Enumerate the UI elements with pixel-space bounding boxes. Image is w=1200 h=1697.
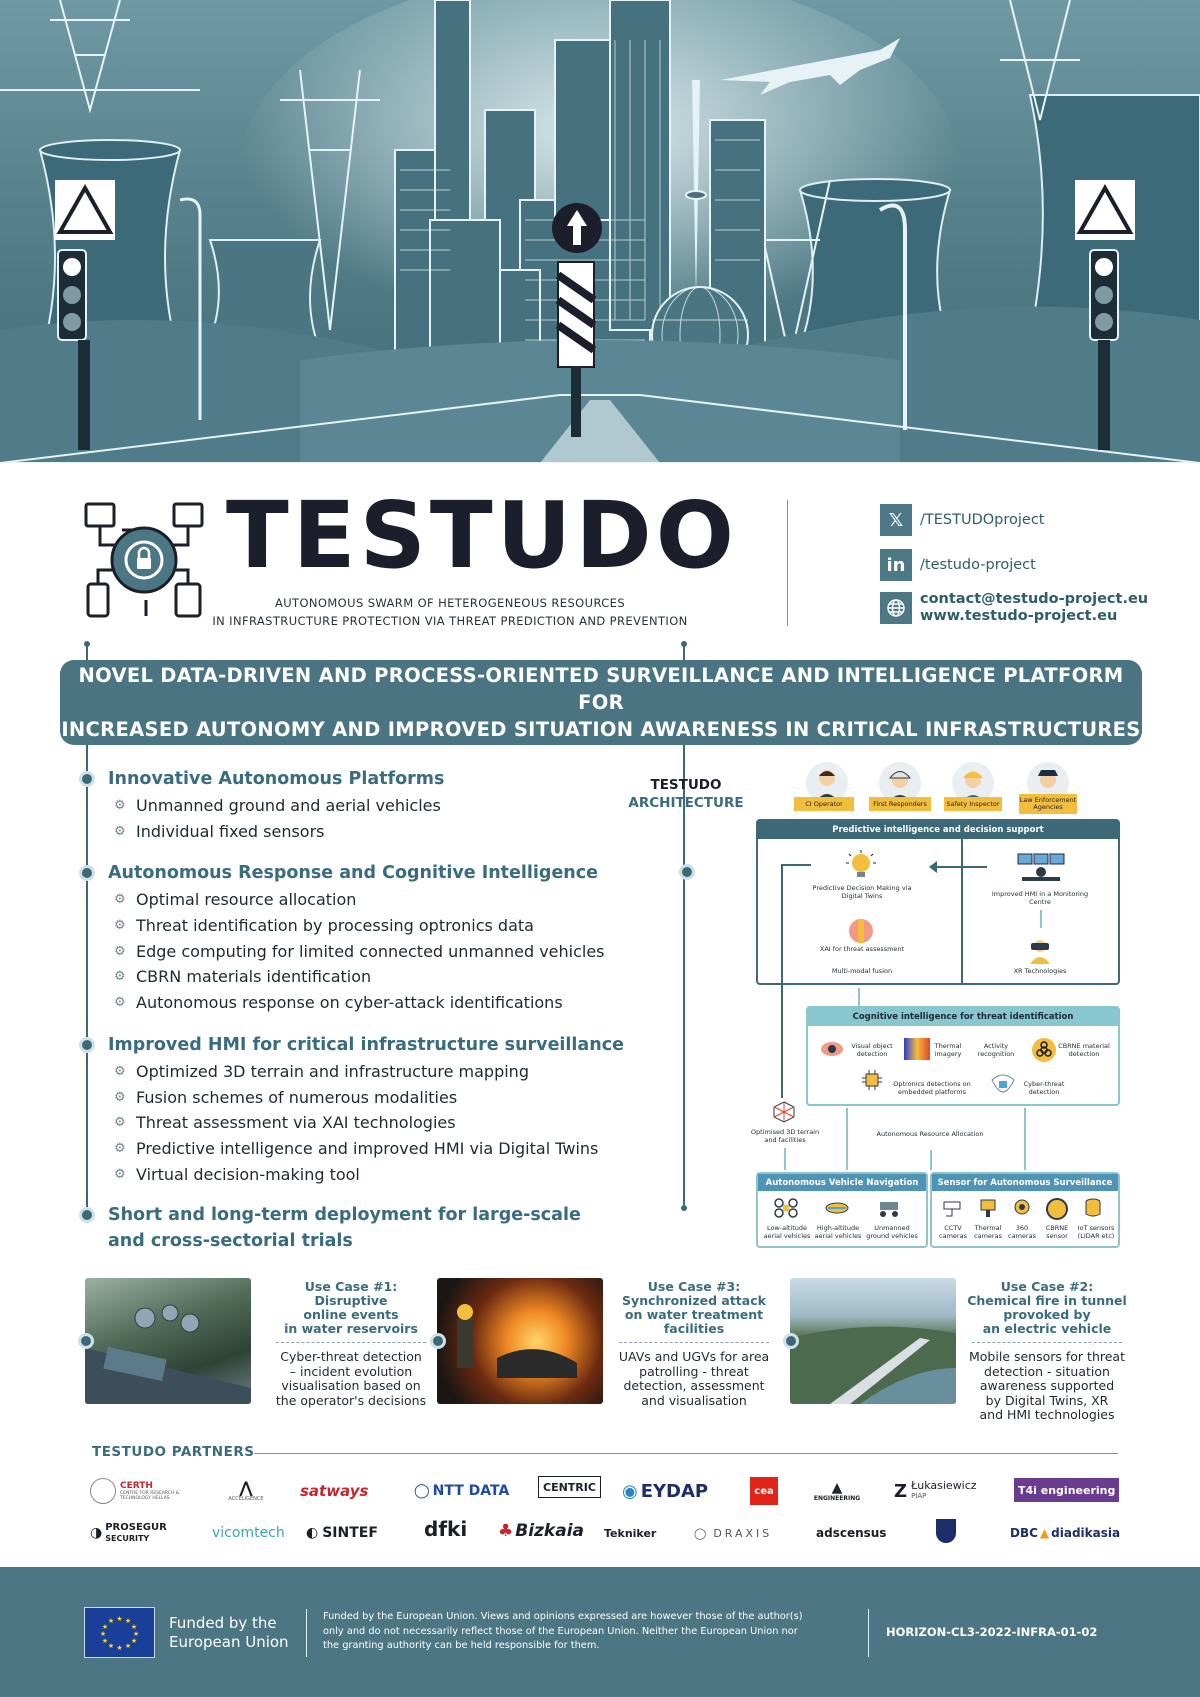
sensor-item: CCTV cameras [939,1224,967,1240]
header-divider [787,500,788,626]
arrow-head-icon [929,861,937,873]
cognitive-item: Optronics detections on embedded platforms [893,1080,971,1096]
vehicle-fire-photo [437,1278,603,1404]
section-node [79,771,95,787]
cctv-icon [942,1198,966,1218]
brain-icon [846,916,876,946]
engineering-triangle-icon: ▲ [831,1479,843,1496]
partner-logo-acceligence[interactable]: ⋀ ACCELIGENCE [228,1478,264,1502]
use-case-1-title: Use Case #1: Disruptive online events in water reservoirs [284,1279,418,1336]
aircraft-icon [824,1198,850,1218]
svg-text:★: ★ [124,1642,132,1650]
partner-logo-tekniker[interactable]: Tekniker [604,1526,657,1540]
shield-icon [936,1519,956,1543]
hmi-item: Improved HMI in a Monitoring Centre [991,890,1089,906]
prosegur-circle-icon: ◑ [90,1525,103,1541]
svg-text:★: ★ [130,1637,138,1645]
sensor-item: Thermal cameras [974,1224,1002,1240]
hmi-item: XR Technologies [1013,967,1067,975]
predictive-item: XAI for threat assessment [819,945,905,953]
section-node [79,1207,95,1223]
list-item: ⚙ Individual fixed sensors [114,821,325,841]
predictive-item: Multi-modal fusion [831,967,893,975]
thermal-camera-icon [978,1198,998,1218]
use-case-1-description: Cyber-threat detection – incident evolution visualisation based on the operator's decisions [275,1349,427,1408]
subtitle-line-2: IN INFRASTRUCTURE PROTECTION VIA THREAT PREDICTION AND PREVENTION [212,614,688,628]
section-title-hmi: Improved HMI for critical infrastructure surveillance [108,1035,624,1055]
partner-logo-certh[interactable]: CERTH CENTRE FOR RESEARCH & TECHNOLOGY HELLAS [90,1476,190,1506]
list-item: ⚙ Optimized 3D terrain and infrastructure mapping [114,1061,529,1081]
gear-icon: ⚙ [114,1114,126,1130]
timeline-left [86,745,88,1215]
use-case-2-title: Use Case #2: Chemical fire in tunnel provoked by an electric vehicle [967,1279,1127,1336]
ntt-circle-icon: ◯ [414,1483,430,1499]
lightbulb-icon [844,850,878,880]
x-icon[interactable]: 𝕏 [880,504,912,536]
gear-icon: ⚙ [114,1166,126,1182]
arrow-hmi-to-predictive [933,866,987,868]
partner-logo-foundation[interactable] [918,1516,974,1546]
gear-icon: ⚙ [114,1089,126,1105]
chip-icon [862,1070,882,1092]
acceligence-mark-icon: ⋀ [239,1478,253,1497]
partner-logo-prosegur[interactable]: ◑ PROSEGUR SECURITY [90,1522,167,1543]
use-case-divider [276,1342,426,1343]
timeline-end-dot [681,1205,687,1211]
footer-divider [306,1609,307,1657]
eu-flag-icon [84,1607,155,1658]
cbrne-sensor-icon [1046,1198,1068,1220]
svg-text:★: ★ [130,1623,138,1631]
certh-emblem-icon [90,1478,116,1504]
vr-headset-icon [1026,938,1054,964]
partners-title: TESTUDO PARTNERS [92,1444,255,1460]
use-case-divider [619,1342,769,1343]
arrow-mapping-to-predictive-horizontal [781,864,811,866]
use-case-3-title: Use Case #3: Synchronized attack on water treatment facilities [622,1279,766,1336]
partner-logo-centric[interactable]: CENTRIC [538,1476,601,1498]
sensor-item: 360 cameras [1008,1224,1036,1240]
arrow-up [858,988,860,1006]
architecture-title [626,776,746,812]
bizkaia-tree-icon: ♣ [498,1521,514,1541]
timeline-right [683,745,685,1205]
cognitive-item: Thermal imagery [934,1042,962,1058]
partner-logo-t4i[interactable]: T4i engineering [1014,1478,1119,1502]
section-title-deployment-1: Short and long-term deployment for large-scale [108,1205,581,1225]
svg-text:★: ★ [107,1617,115,1625]
partner-logo-adscensus[interactable]: adscensus [816,1526,887,1540]
section-node [79,1037,95,1053]
actor-label: CI Operator [794,797,854,811]
subtitle-line-1: AUTONOMOUS SWARM OF HETEROGENEOUS RESOURCES [274,596,626,610]
banner-line-1: NOVEL DATA-DRIVEN AND PROCESS-ORIENTED SURVEILLANCE AND INTELLIGENCE PLATFORM FOR [78,664,1124,714]
architecture-title-line-2: ARCHITECTURE [628,795,744,811]
list-item: ⚙ Predictive intelligence and improved HMI via Digital Twins [114,1138,599,1158]
partner-logo-draxis[interactable]: ◯ DRAXIS [694,1526,773,1540]
hero-illustration [0,0,1200,463]
city-skyline-illustration [0,0,1200,463]
svg-text:★: ★ [132,1630,140,1638]
section-node [79,865,95,881]
draxis-circle-icon: ◯ [694,1526,710,1540]
360-camera-icon [1012,1198,1032,1218]
svg-text:★: ★ [107,1642,115,1650]
list-item: ⚙ Virtual decision-making tool [114,1164,360,1184]
mapping-label: Optimised 3D terrain and facilities [750,1128,820,1144]
panel-divider [961,839,963,985]
partner-logo-eydap[interactable]: ◉ EYDAP [622,1480,709,1502]
banner-line-2: INCREASED AUTONOMY AND IMPROVED SITUATION AWARENESS IN CRITICAL INFRASTRUCTURES [61,718,1141,741]
cognitive-panel-header: Cognitive intelligence for threat identification [808,1008,1118,1026]
actor-label: First Responders [869,797,931,811]
list-item: ⚙ Threat assessment via XAI technologies [114,1112,456,1132]
list-item: ⚙ Edge computing for limited connected unmanned vehicles [114,941,605,961]
gear-icon: ⚙ [114,917,126,933]
thermal-image-icon [904,1038,930,1060]
globe-icon[interactable] [880,592,912,624]
predictive-item: Predictive Decision Making via Digital Twins [812,884,912,900]
gear-icon: ⚙ [114,1063,126,1079]
actor-label: Law Enforcement Agencies [1019,794,1077,814]
use-case-node [78,1333,94,1349]
list-item: ⚙ Fusion schemes of numerous modalities [114,1087,458,1107]
list-item: ⚙ Optimal resource allocation [114,889,357,909]
partner-logo-engineering[interactable]: ▲ ENGINEERING [813,1479,861,1502]
partners-divider [254,1453,1118,1454]
iot-database-icon [1084,1198,1102,1218]
partner-logo-diadikasia[interactable]: DBC ▲ diadikasia [1010,1526,1121,1540]
navigation-item: High-altitude aerial vehicles [814,1224,862,1240]
cognitive-item: CBRNE material detection [1058,1042,1110,1058]
svg-text:★: ★ [124,1617,132,1625]
cognitive-item: Visual object detection [851,1042,893,1058]
headline-banner [60,660,1142,745]
use-case-2-description: Mobile sensors for threat detection - situation awareness supported by Digital Twins, XR and HMI technologies [969,1349,1125,1422]
contact-email-link[interactable]: contact@testudo-project.eu [920,591,1149,607]
arrow-up [784,1148,786,1170]
partner-logo-satways[interactable]: satways [300,1482,369,1500]
partner-logo-sintef[interactable]: ◐ SINTEF [306,1525,378,1541]
list-item: ⚙ CBRN materials identification [114,966,372,986]
drone-icon [774,1198,798,1218]
linkedin-handle-link[interactable]: /testudo-project [920,557,1036,573]
actor-label: Safety Inspector [944,797,1002,811]
navigation-item: Unmanned ground vehicles [866,1224,918,1240]
use-case-divider [972,1342,1122,1343]
list-item: ⚙ Threat identification by processing optronics data [114,915,534,935]
timeline-node [679,864,695,880]
linkedin-icon[interactable]: in [880,549,912,581]
arrow-up [930,1150,932,1170]
svg-text:★: ★ [101,1623,109,1631]
funding-disclaimer: Funded by the European Union. Views and opinions expressed are however those of the author(s) only and do not necessarily reflect those of the European Union. Neither the European Union nor the granting authority can be held responsible for them. [323,1611,803,1651]
website-link[interactable]: www.testudo-project.eu [920,608,1118,624]
partner-logo-dfki[interactable]: dfki [424,1517,468,1541]
sensor-item: IoT sensors (LIDAR etc) [1077,1224,1115,1240]
use-case-node [783,1333,799,1349]
water-reservoir-photo [85,1278,251,1404]
svg-text:★: ★ [116,1644,123,1652]
monitoring-centre-icon [1016,852,1066,882]
arrow-up [846,1108,848,1170]
sintef-circle-icon: ◐ [306,1525,319,1541]
svg-text:★: ★ [99,1630,107,1638]
funded-by-label: Funded by the European Union [169,1614,289,1651]
gear-icon: ⚙ [114,797,126,813]
partner-logo-lukasiewicz[interactable]: Z Łukasiewicz PIAP [894,1479,977,1502]
project-wordmark: TESTUDO [226,482,738,589]
triangle-icon: ▲ [1039,1526,1050,1540]
svg-text:★: ★ [116,1615,123,1623]
section-title-deployment-2: and cross-sectorial trials [108,1231,353,1251]
gear-icon: ⚙ [114,891,126,907]
partner-logo-cea[interactable]: cea [750,1477,778,1505]
eye-icon [820,1038,844,1060]
3d-cube-icon [772,1100,796,1124]
predictive-panel-header: Predictive intelligence and decision support [758,821,1118,839]
footer-divider [868,1609,869,1657]
use-case-3-description: UAVs and UGVs for area patrolling - threat detection, assessment and visualisation [618,1349,770,1408]
lukasiewicz-z-icon: Z [894,1480,908,1502]
use-case-node [430,1333,446,1349]
navigation-item: Low-altitude aerial vehicles [763,1224,811,1240]
partner-logo-vicomtech[interactable]: vicomtech [212,1525,285,1541]
svg-text:★: ★ [101,1637,109,1645]
cognitive-item: Activity recognition [977,1042,1015,1058]
gear-icon: ⚙ [114,968,126,984]
partner-logo-bizkaia[interactable]: ♣ Bizkaia [498,1521,585,1541]
cognitive-item: Cyber-threat detection [1023,1080,1065,1096]
sensor-panel-header: Sensor for Autonomous Surveillance [932,1174,1118,1191]
section-title-platforms: Innovative Autonomous Platforms [108,769,445,789]
gear-icon: ⚙ [114,994,126,1010]
section-title-cognitive: Autonomous Response and Cognitive Intelligence [108,863,599,883]
partner-logo-nttdata[interactable]: ◯ NTT DATA [414,1483,510,1499]
architecture-title-line-1: TESTUDO [650,777,722,793]
eydap-swirl-icon: ◉ [622,1480,638,1502]
grant-id: HORIZON-CL3-2022-INFRA-01-02 [886,1625,1098,1639]
arrow-up [1024,1108,1026,1170]
list-item: ⚙ Unmanned ground and aerial vehicles [114,795,441,815]
project-subtitle [200,594,700,630]
sensor-item: CBRNE sensor [1045,1224,1069,1240]
testudo-logo-icon [82,500,206,624]
navigation-panel-header: Autonomous Vehicle Navigation [758,1174,926,1191]
gear-icon: ⚙ [114,943,126,959]
timeline-connector [86,645,88,660]
gear-icon: ⚙ [114,823,126,839]
biohazard-icon [1032,1038,1056,1062]
timeline-connector [683,645,685,660]
list-item: ⚙ Autonomous response on cyber-attack identifications [114,992,563,1012]
gear-icon: ⚙ [114,1140,126,1156]
x-handle-link[interactable]: /TESTUDOproject [920,512,1045,528]
arrow-mapping-to-predictive [781,864,783,1098]
allocation-label: Autonomous Resource Allocation [876,1130,984,1138]
ground-robot-icon [876,1198,902,1218]
bidirectional-arrow [1040,910,1042,928]
dam-landscape-photo [790,1278,956,1404]
